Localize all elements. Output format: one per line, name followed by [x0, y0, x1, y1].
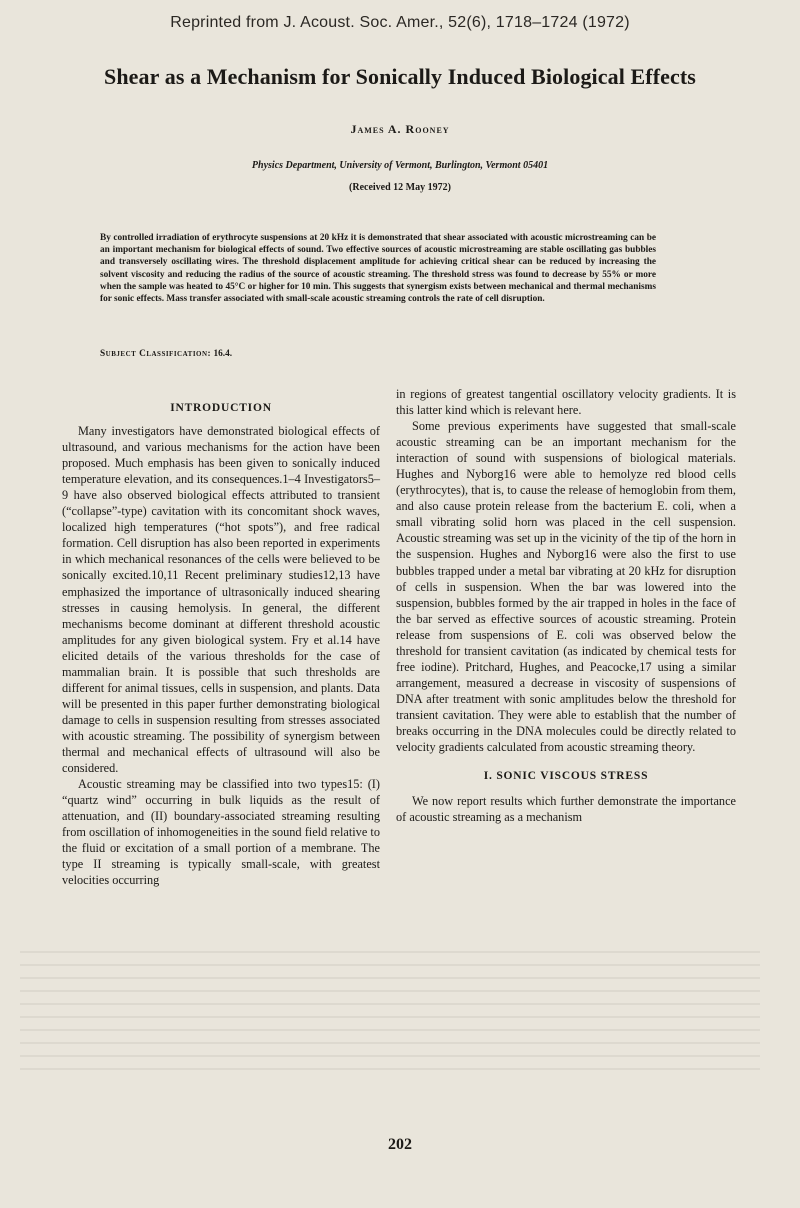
reprint-notice: Reprinted from J. Acoust. Soc. Amer., 52(6), 1718–1724 (1972) [170, 14, 630, 31]
article-title: Shear as a Mechanism for Sonically Induced Biological Effects [104, 64, 696, 89]
right-paragraph-continued: in regions of greatest tangential oscillatory velocity gradients. It is this latter kind which is relevant here. [396, 387, 736, 418]
subject-classification-value: 16.4. [213, 349, 233, 359]
author-name: James A. Rooney [350, 122, 450, 136]
abstract: By controlled irradiation of erythrocyte suspensions at 20 kHz it is demonstrated that shear associated with acoustic microstreaming can be an important mechanism for biological effects of sound. Two effective sources of acoustic microstreaming are stable oscillating gas bubbles and transversely oscillating wires. The threshold displacement amplitude for achieving critical shear can be reduced by increasing the solvent viscosity and reducing the radius of the source of acoustic streaming. The threshold stress was found to decrease by 55% or more when the sample was heated to 45°C or higher for 10 min. This suggests that synergism exists between mechanical and thermal mechanisms for sonic effects. Mass transfer associated with small-scale acoustic streaming controls the rate of cell disruption. [100, 233, 656, 305]
page-number: 202 [388, 1136, 412, 1153]
subject-classification-label: Subject Classification: [100, 349, 212, 359]
show-through-text [20, 940, 760, 1100]
left-column [62, 400, 380, 888]
right-paragraph-3: We now report results which further demonstrate the importance of acoustic streaming as a mechanism [396, 794, 736, 825]
introduction-heading: INTRODUCTION [170, 402, 272, 414]
intro-paragraph-1: Many investigators have demonstrated biological effects of ultrasound, and various mechanisms for the action have been proposed. Much emphasis has been given to sonically induced temperature elevation, and its consequences.1–4 Investigators5–9 have also observed biological effects attributed to transient (“collapse”-type) cavitation with its concomitant shock waves, localized high temperatures (“hot spots”), and free radical formation. Cell disruption has also been reported in experiments in which mechanical resonances of the cells were believed to be sonically excited.10,11 Recent preliminary studies12,13 have emphasized the importance of ultrasonically induced shearing stresses in causing hemolysis. In general, the different mechanisms become dominant at different threshold acoustic amplitudes for any given biological system. Fry et al.14 have elicited details of the various thresholds for the case of mammalian brain. It is possible that such thresholds are different for animal tissues, cells in suspension, and plants. Data will be presented in this paper further demonstrating biological damage to cells in suspension resulting from stresses associated with acoustic streaming. The possibility of synergism between thermal and mechanical effects of ultrasound will also be considered. [62, 424, 380, 776]
sonic-viscous-stress-heading: I. SONIC VISCOUS STRESS [483, 770, 649, 783]
right-column [396, 386, 736, 825]
subject-classification [100, 349, 232, 359]
author-affiliation: Physics Department, University of Vermont, Burlington, Vermont 05401 [251, 160, 549, 171]
right-paragraph-2: Some previous experiments have suggested that small-scale acoustic streaming can be an important mechanism for the interaction of sound with suspensions of biological materials. Hughes and Nyborg16 were able to hemolyze red blood cells (erythrocytes), that is, to cause the release of hemoglobin from them, and also cause protein release from the bacterium E. coli, when a small vibrating solid horn was placed in the cell suspension. Acoustic streaming was set up in the vicinity of the tip of the horn in the suspension. Hughes and Nyborg16 were also the first to use bubbles trapped under a metal bar vibrating at 20 kHz for disruption of cells in suspension. When the bar was lowered into the suspension, bubbles formed by the air trapped in holes in the face of the bar served as effective sources of acoustic streaming. Protein release from suspensions of E. coli was observed below the threshold for transient cavitation (as indicated by chemical tests for free iodine). Pritchard, Hughes, and Peacocke,17 using a similar arrangement, measured a decrease in viscosity of suspensions of DNA after treatment with sonic amplitudes below the threshold for transient cavitation. They were able to establish that the number of breaks occurring in the DNA molecules could be directly related to velocity gradients calculated from acoustic streaming theory. [396, 419, 736, 755]
intro-paragraph-2: Acoustic streaming may be classified into two types15: (I) “quartz wind” occurring in bulk liquids as the result of attenuation, and (II) boundary-associated streaming resulting from oscillation of inhomogeneities in the sound field relative to the fluid or excitation of a small portion of a membrane. The type II streaming is typically small-scale, with greatest velocities occurring [62, 777, 380, 888]
received-date: (Received 12 May 1972) [349, 182, 451, 193]
